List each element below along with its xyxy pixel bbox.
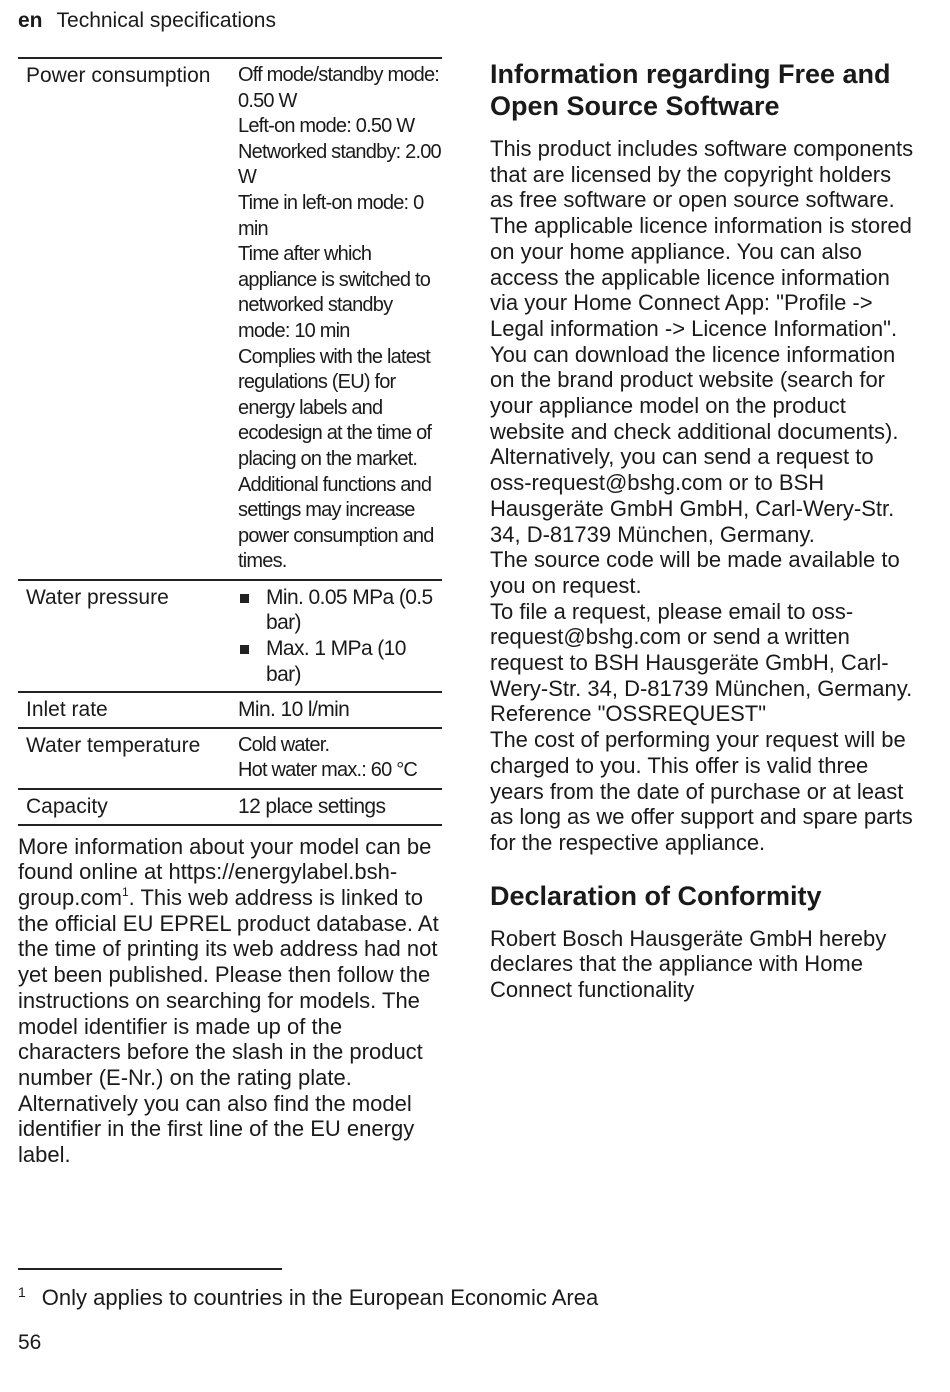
foss-paragraph: To file a request, please email to oss-request@bshg.com or send a written request to BSH Hausgeräte GmbH, Carl-Wery-Str. 34, D-81739 München, Germany. xyxy=(490,598,913,701)
table-row xyxy=(18,728,442,789)
spec-value: Min. 10 l/min xyxy=(230,692,442,728)
language-code: en xyxy=(18,9,43,32)
spec-line: Left-on mode: 0.50 W xyxy=(238,115,415,138)
footnote-number: 1 xyxy=(18,1284,26,1300)
page-header xyxy=(18,9,276,33)
energy-label-paragraph xyxy=(18,834,442,1168)
conformity-paragraph: Robert Bosch Hausgeräte GmbH hereby declares that the appliance with Home Connect functionality xyxy=(490,925,887,1003)
spec-label: Inlet rate xyxy=(18,692,230,728)
spec-label: Capacity xyxy=(18,789,230,825)
list-item: Max. 1 MPa (10 bar) xyxy=(238,636,442,687)
footnote-ref: 1 xyxy=(121,885,129,900)
spec-table xyxy=(18,57,442,826)
table-row xyxy=(18,692,442,728)
table-row xyxy=(18,580,442,692)
spec-line: Complies with the latest regulations (EU) for energy labels and ecodesign at the time of placing on the market. xyxy=(238,345,432,470)
paragraph-text: More information about your model can be found online at https://energylabel.bsh-group.com xyxy=(18,833,432,911)
footnote-divider xyxy=(18,1268,282,1270)
spec-value xyxy=(230,580,442,692)
spec-line: Off mode/standby mode: 0.50 W xyxy=(238,64,440,112)
right-column xyxy=(490,58,920,1003)
footnote-text: Only applies to countries in the European Economic Area xyxy=(41,1285,599,1310)
foss-paragraph: The applicable licence information is stored on your home appliance. You can also access the applicable licence information via your Home Connect App: "Profile -> Legal information -> Licence Information". You can download the licence information on the brand product website (search for your appliance model on the product website and check additional documents). Alternatively, you can send a request to oss-request@bshg.com or to BSH Hausgeräte GmbH GmbH, Carl-Wery-Str. 34, D-81739 München, Germany. xyxy=(490,213,912,547)
foss-heading: Information regarding Free and Open Source Software xyxy=(490,59,891,121)
foss-paragraph: The source code will be made available to you on request. xyxy=(490,547,900,598)
paragraph-text: . This web address is linked to the official EU EPREL product database. At the time of printing its web address had not yet been published. Please then follow the instructions on searching for models. The model identifier is made up of the characters before the slash in the product number (E-Nr.) on the rating plate. Alternatively you can also find the model identifier in the first line of the EU energy label. xyxy=(18,885,439,1168)
spec-line: Hot water max.: 60 °C xyxy=(238,759,418,782)
spec-value xyxy=(230,58,442,580)
spec-line: Cold water. xyxy=(238,733,330,756)
spec-value xyxy=(230,728,442,789)
spec-label: Power consumption xyxy=(18,58,230,580)
left-column xyxy=(18,57,442,1168)
section-title: Technical specifications xyxy=(56,9,276,32)
spec-line: Networked standby: 2.00 W xyxy=(238,140,441,189)
bullet-list xyxy=(238,585,442,687)
foss-paragraph: Reference "OSSREQUEST" xyxy=(490,701,767,727)
list-item: Min. 0.05 MPa (0.5 bar) xyxy=(238,585,442,636)
spec-label: Water pressure xyxy=(18,580,230,692)
spec-value: 12 place settings xyxy=(230,789,442,825)
foss-paragraph: The cost of performing your request will be charged to you. This offer is valid three years from the date of purchase or at least as long as we offer support and spare parts for the respective appliance. xyxy=(490,727,913,855)
conformity-heading: Declaration of Conformity xyxy=(490,880,822,911)
table-row xyxy=(18,789,442,825)
foss-paragraph: This product includes software components that are licensed by the copyright holders as free software or open source software. xyxy=(490,136,914,213)
spec-line: Time after which appliance is switched to networked standby mode: 10 min xyxy=(238,243,431,342)
table-row xyxy=(18,58,442,580)
spec-label: Water temperature xyxy=(18,728,230,789)
spec-line: Additional functions and settings may increase power consumption and times. xyxy=(238,473,434,573)
spec-line: Time in left-on mode: 0 min xyxy=(238,191,424,240)
page-number: 56 xyxy=(18,1331,42,1354)
footnote xyxy=(18,1284,598,1311)
